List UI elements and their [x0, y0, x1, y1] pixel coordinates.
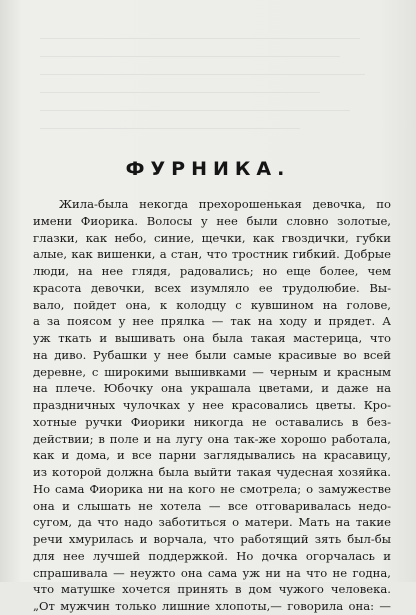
text-line: сугом, да что надо заботиться о матери. Мать на такие — [33, 515, 391, 530]
text-line: деревне, с широкими вышивками — черным и красным — [33, 364, 391, 379]
text-line: как и дома, и все парни заглядывались на красавицу, — [33, 448, 391, 463]
bleed-through-marks — [40, 30, 370, 140]
text-line: а за поясом у нее прялка — так на ходу и прядет. А — [33, 314, 391, 329]
text-line: Но сама Фиорика ни на кого не смотрела; о замужестве — [33, 481, 391, 496]
story-text — [33, 196, 391, 615]
text-line: валo, пойдет она, к колодцу с кувшином на голове, — [33, 297, 391, 312]
story-title: ФУРНИКА. — [125, 158, 291, 180]
text-line: она и слышать не хотела — все отговаривалась недо- — [33, 498, 391, 513]
text-line: Жила-была некогда прехорошенькая девочка, по — [59, 197, 391, 211]
text-line: праздничных чулочках у нее красовались цветы. Кро- — [33, 398, 391, 412]
text-line: глазки, как небо, синие, щечки, как гвоздички, губки — [33, 230, 391, 245]
text-line: на плече. Юбочку она украшала цветами, и даже на — [33, 381, 391, 396]
text-line: действии; в поле и на лугу она так-же хорошо работала, — [33, 431, 391, 446]
text-line: на диво. Рубашки у нее были самые красивые во всей — [33, 347, 391, 362]
text-line: из которой должна была выйти такая чудесная хозяйка. — [33, 465, 391, 479]
text-line: „От мужчин только лишние хлопоты,— говорила она: — — [33, 599, 391, 613]
text-line: спрашивала — неужто она сама уж ни на что не годна, — [33, 565, 391, 580]
text-line: люди, на нее глядя, радовались; но еще более, чем — [33, 264, 391, 278]
text-line: что матушке хочется принять в дом чужого человека. — [33, 582, 391, 597]
text-line: алые, как вишенки, а стан, что тростник гибкий. Добрые — [33, 247, 391, 262]
text-line: уж ткать и вышивать она была такая мастерица, что — [33, 331, 391, 345]
text-line: красота девочки, всех изумляло ее трудолюбие. Вы- — [33, 280, 391, 295]
text-line: речи хмурилась и ворчала, что работящий зять был-бы — [33, 532, 391, 546]
text-line: имени Фиорика. Волосы у нее были словно золотые, — [33, 213, 391, 228]
text-line: хотные ручки Фиорики никогда не оставались в без- — [33, 414, 391, 429]
text-line: для нее лучшей поддержкой. Но дочка огорчалась и — [33, 548, 391, 563]
